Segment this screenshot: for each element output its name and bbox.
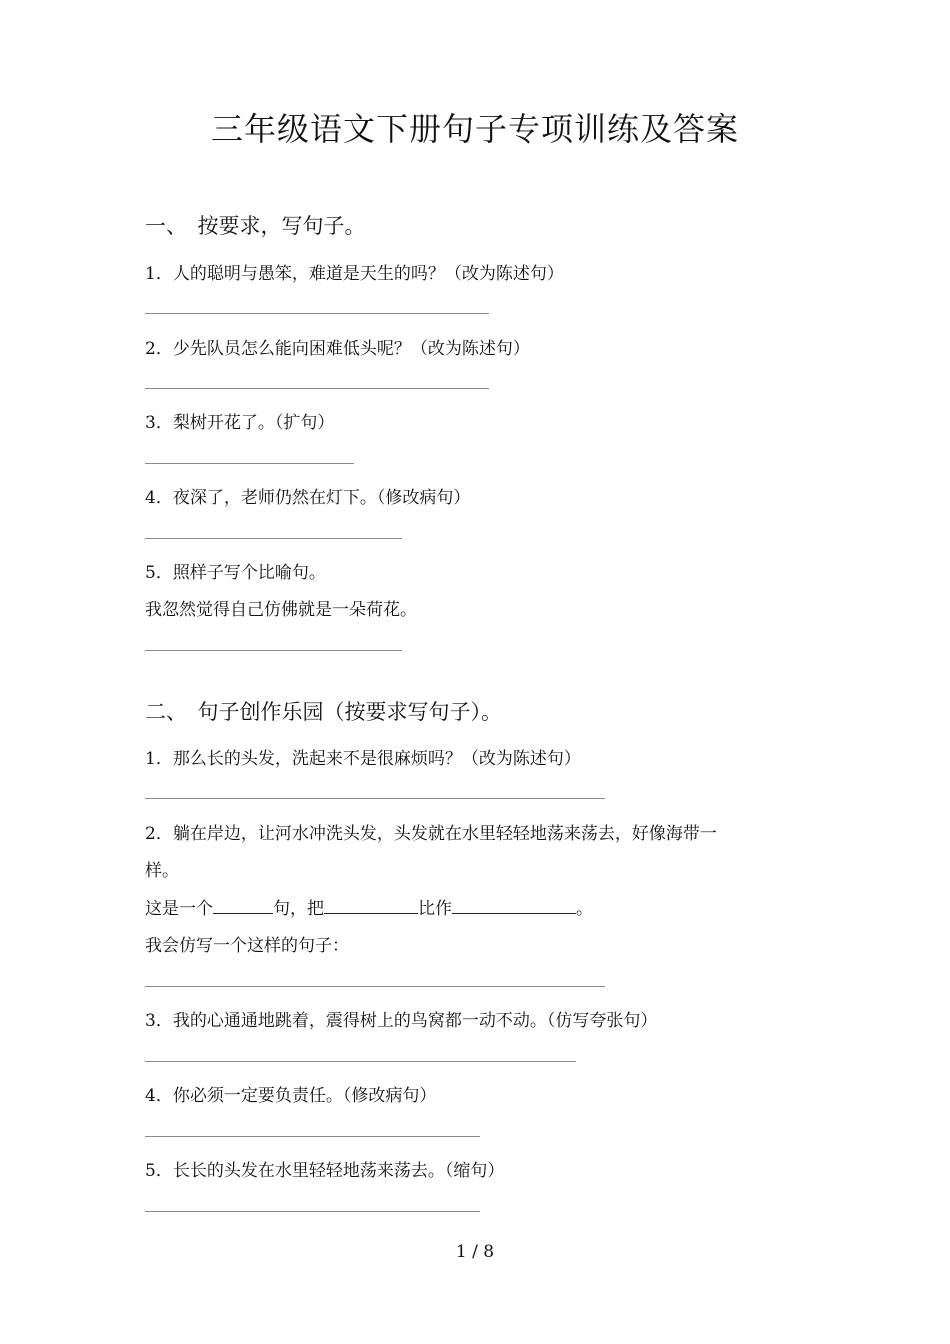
answer-line	[145, 538, 402, 539]
fill-text-c: 比作	[418, 899, 452, 919]
answer-line	[145, 1136, 480, 1137]
answer-line	[145, 463, 354, 464]
section2-question-1: 1．那么长的头发，洗起来不是很麻烦吗？（改为陈述句）	[145, 749, 581, 769]
fill-text-d: 。	[576, 899, 593, 919]
section1-heading: 一、 按要求，写句子。	[145, 214, 366, 238]
fill-text-a: 这是一个	[145, 899, 213, 919]
section2-heading: 二、 句子创作乐园（按要求写句子）。	[145, 700, 502, 724]
answer-line	[145, 986, 605, 987]
answer-line	[145, 313, 489, 314]
fill-blank-type[interactable]	[213, 899, 273, 914]
answer-line	[145, 1211, 480, 1212]
section2-question-4: 4．你必须一定要负责任。（修改病句）	[145, 1086, 437, 1106]
imitate-prompt: 我会仿写一个这样的句子：	[145, 936, 349, 956]
section1-question-5: 5．照样子写个比喻句。	[145, 563, 326, 583]
section2-question-5: 5．长长的头发在水里轻轻地荡来荡去。（缩句）	[145, 1161, 505, 1181]
section1-question-4: 4．夜深了，老师仍然在灯下。（修改病句）	[145, 488, 471, 508]
page-title: 三年级语文下册句子专项训练及答案	[210, 110, 739, 148]
fill-blank-subject[interactable]	[324, 899, 418, 914]
section1-question-1: 1．人的聪明与愚笨，难道是天生的吗？（改为陈述句）	[145, 264, 564, 284]
section2-question-3: 3．我的心通通地跳着，震得树上的鸟窝都一动不动。（仿写夸张句）	[145, 1011, 658, 1031]
answer-line	[145, 388, 489, 389]
section1-question-3: 3．梨树开花了。（扩句）	[145, 413, 335, 433]
answer-line	[145, 650, 402, 651]
fill-blank-object[interactable]	[452, 899, 576, 914]
answer-line	[145, 1061, 576, 1062]
page-number: 1 / 8	[455, 1242, 495, 1262]
answer-line	[145, 798, 605, 799]
fill-text-b: 句，把	[273, 899, 324, 919]
section1-question-2: 2．少先队员怎么能向困难低头呢？（改为陈述句）	[145, 339, 530, 359]
example-sentence: 我忽然觉得自己仿佛就是一朵荷花。	[145, 600, 417, 620]
section2-question-2-cont: 样。	[145, 861, 179, 881]
section2-question-2: 2．躺在岸边，让河水冲洗头发，头发就在水里轻轻地荡来荡去，好像海带一	[145, 824, 717, 844]
fill-in-sentence	[145, 894, 593, 919]
